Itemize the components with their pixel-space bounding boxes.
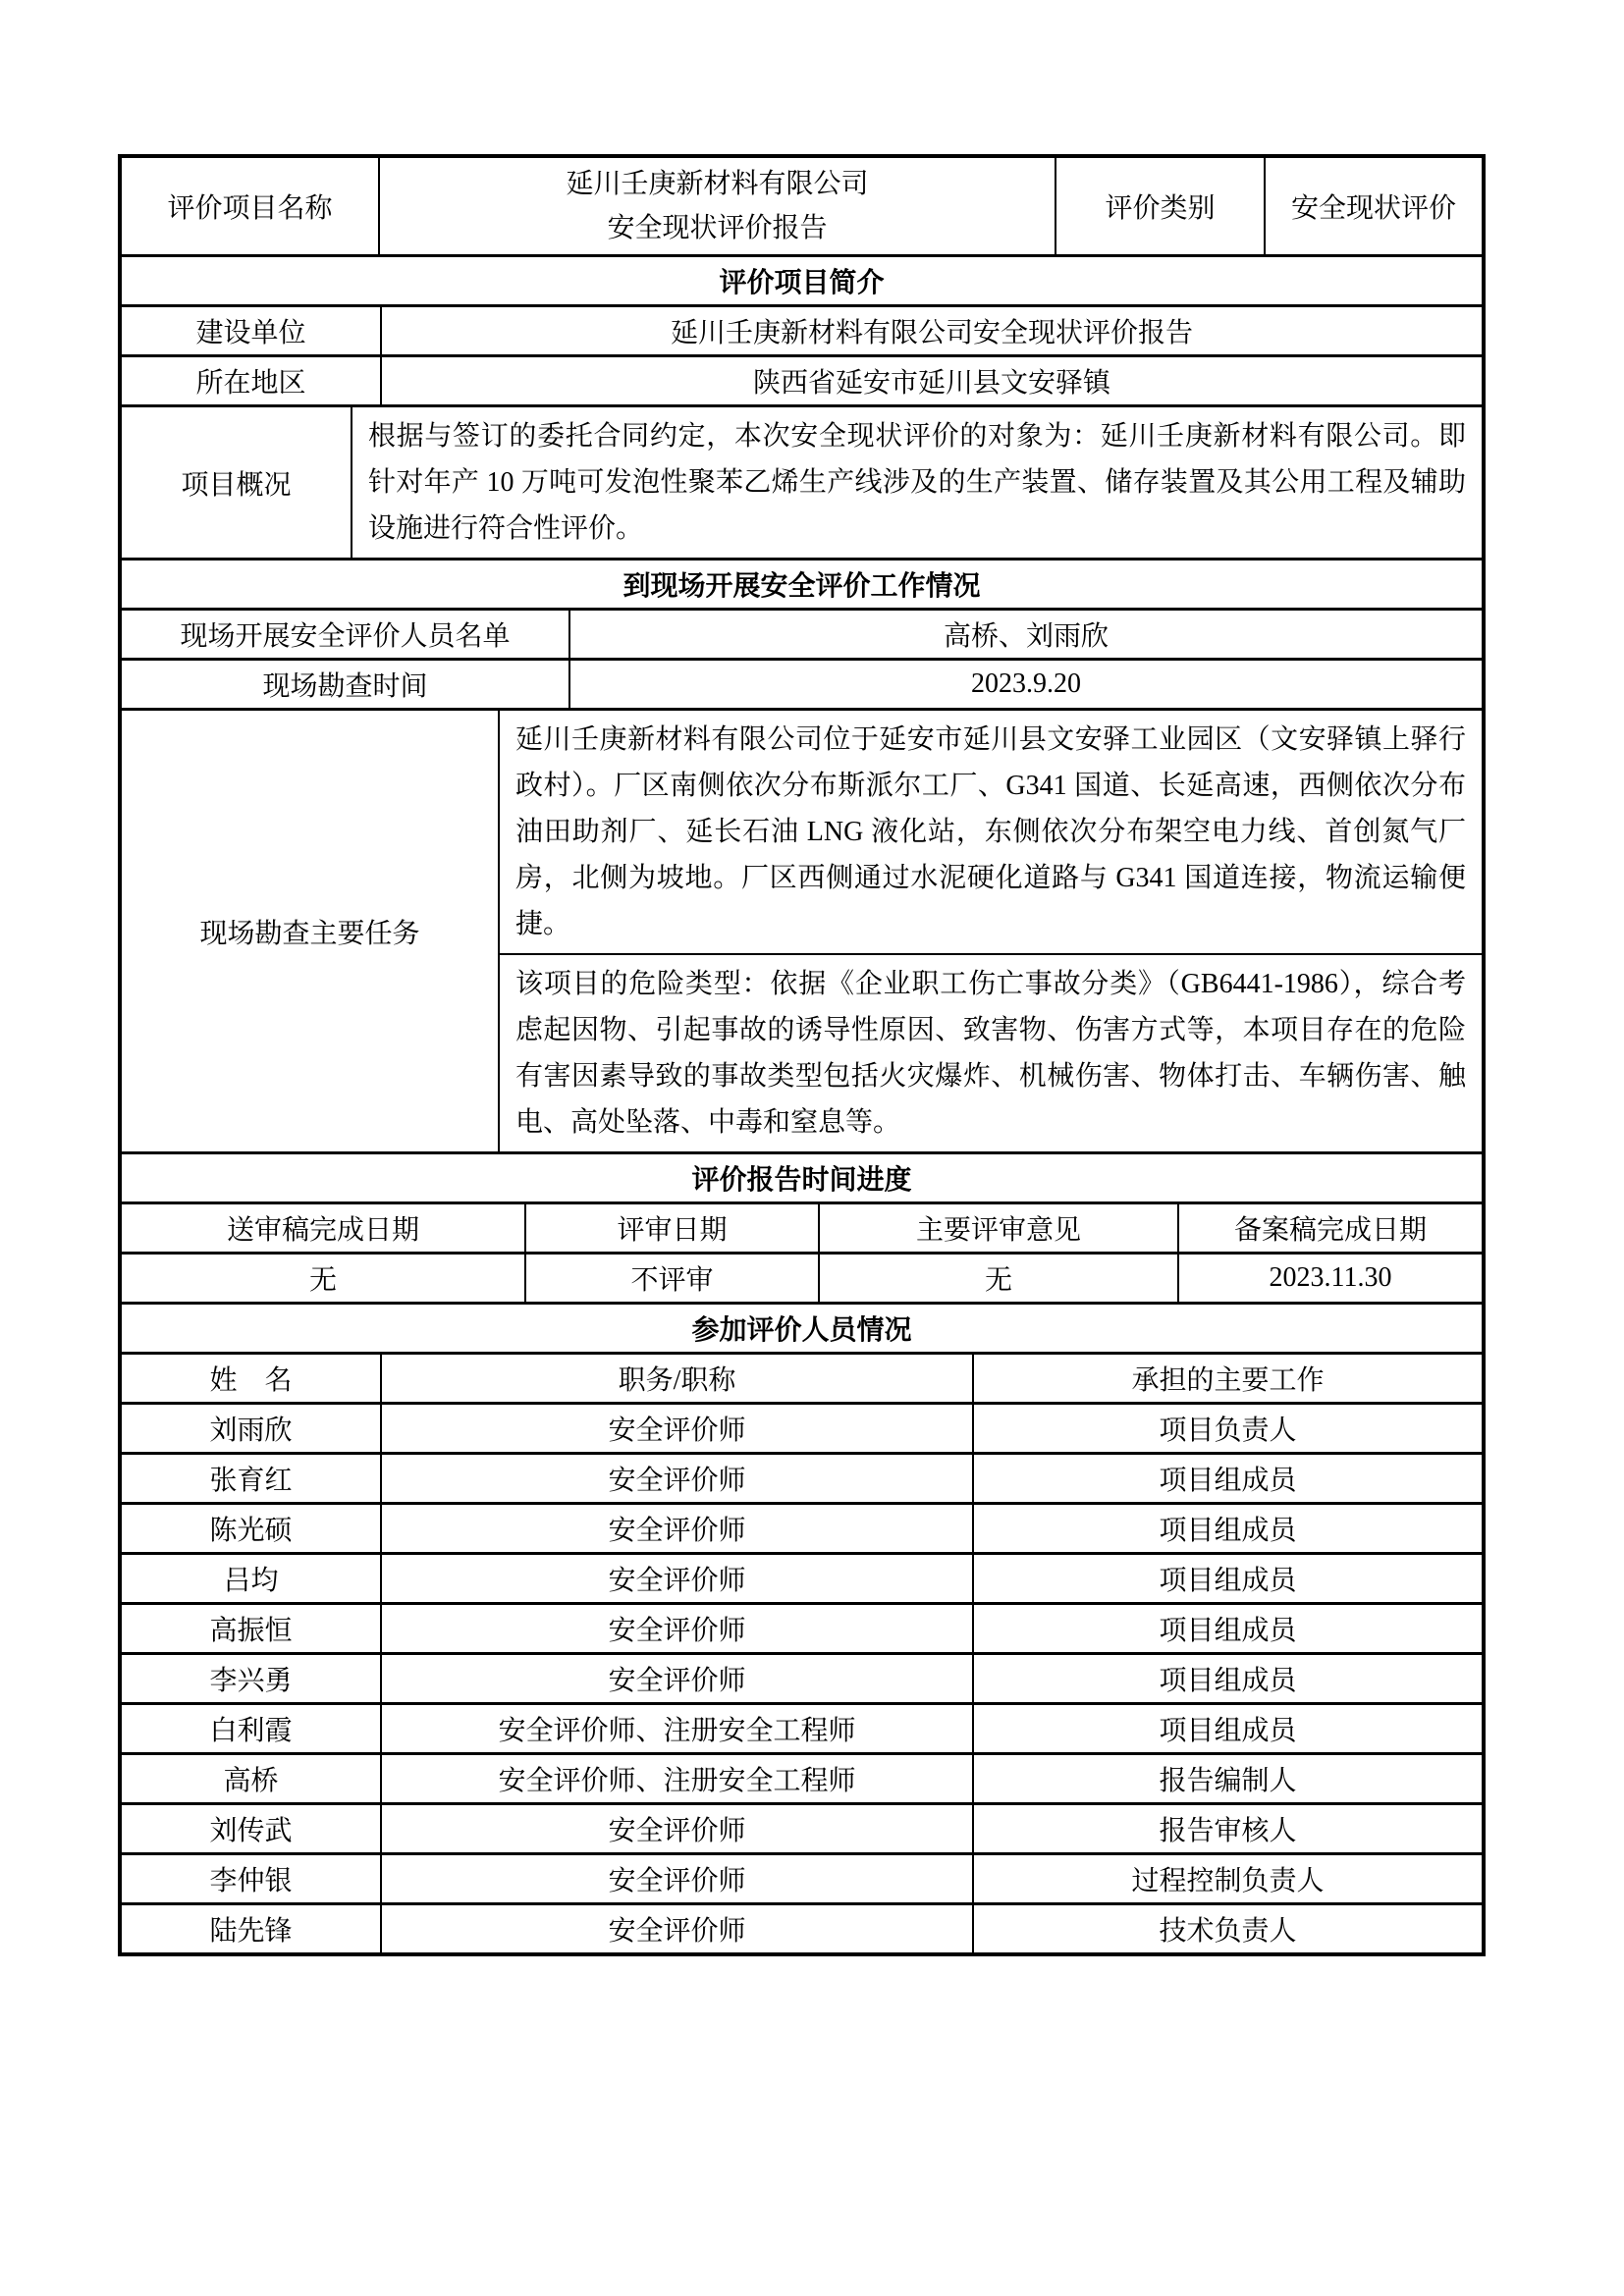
personnel-role: 报告编制人 [1159,1766,1297,1796]
personnel-name: 白利霞 [122,1705,382,1752]
schedule-header-record-date: 备案稿完成日期 [1233,1215,1427,1246]
schedule-value-review-date: 不评审 [526,1255,820,1302]
personnel-title: 安全评价师 [382,1405,974,1452]
schedule-header-row [122,1204,1482,1255]
project-overview-text: 根据与签订的委托合同约定，本次安全现状评价的对象为：延川壬庚新材料有限公司。即针对年产 10 万吨可发泡性聚苯乙烯生产线涉及的生产装置、储存装置及其公用工程及辅助设施进行符合性评价。 [368,421,1466,544]
personnel-title: 安全评价师、注册安全工程师 [382,1755,974,1802]
survey-tasks-label: 现场勘查主要任务 [122,711,500,1151]
schedule-value-record-date: 2023.11.30 [1269,1262,1392,1293]
personnel-row [122,1655,1482,1705]
project-name-value [380,158,1056,254]
survey-tasks-paragraph-2: 该项目的危险类型：依据《企业职工伤亡事故分类》（GB6441-1986），综合考虑起因物、引起事故的诱导性原因、致害物、伤害方式等，本项目存在的危险有害因素导致的事故类型包括火灾爆炸、机械伤害、物体打击、车辆伤害、触电、高处坠落、中毒和窒息等。 [515,969,1466,1138]
construction-unit-label: 建设单位 [122,307,382,354]
personnel-row [122,1455,1482,1505]
personnel-name: 李兴勇 [122,1655,382,1702]
personnel-role: 项目负责人 [1159,1415,1297,1446]
section-schedule-header: 评价报告时间进度 [691,1165,912,1196]
project-title-line2: 安全现状评价报告 [607,213,828,243]
personnel-row [122,1755,1482,1805]
staff-list-value: 高桥、刘雨欣 [943,621,1109,652]
personnel-header-row [122,1355,1482,1405]
personnel-name: 刘雨欣 [122,1405,382,1452]
personnel-title: 安全评价师 [382,1905,974,1952]
project-name-label: 评价项目名称 [122,158,380,254]
category-value: 安全现状评价 [1290,193,1456,224]
staff-list-row [122,611,1482,661]
construction-unit-row [122,307,1482,357]
schedule-header-review-date: 评审日期 [526,1204,820,1252]
personnel-title: 安全评价师 [382,1855,974,1902]
personnel-row [122,1705,1482,1755]
personnel-row [122,1805,1482,1855]
schedule-value-row [122,1255,1482,1305]
personnel-name: 吕均 [122,1555,382,1602]
location-row [122,357,1482,407]
section-sitework-header: 到现场开展安全评价工作情况 [623,571,981,602]
personnel-name: 高振恒 [122,1605,382,1652]
personnel-row [122,1605,1482,1655]
survey-time-value: 2023.9.20 [971,668,1081,699]
personnel-title: 安全评价师、注册安全工程师 [382,1705,974,1752]
personnel-row [122,1905,1482,1952]
section-schedule-header-row [122,1154,1482,1204]
section-personnel-header-row [122,1305,1482,1355]
personnel-row [122,1405,1482,1455]
personnel-name: 高桥 [122,1755,382,1802]
personnel-title: 安全评价师 [382,1455,974,1502]
personnel-role: 项目组成员 [1159,1716,1297,1746]
project-overview-label: 项目概况 [122,407,352,558]
survey-time-label: 现场勘查时间 [122,661,570,708]
location-value: 陕西省延安市延川县文安驿镇 [752,368,1110,399]
personnel-role: 项目组成员 [1159,1516,1297,1546]
personnel-name: 张育红 [122,1455,382,1502]
section-sitework-header-row [122,561,1482,611]
schedule-value-review-opinion: 无 [820,1255,1179,1302]
construction-unit-value: 延川壬庚新材料有限公司安全现状评价报告 [670,318,1193,348]
personnel-role: 项目组成员 [1159,1466,1297,1496]
personnel-title: 安全评价师 [382,1555,974,1602]
section-intro-header: 评价项目简介 [719,268,885,298]
personnel-name: 陆先锋 [122,1905,382,1952]
personnel-role: 项目组成员 [1159,1666,1297,1696]
survey-tasks-row [122,711,1482,1154]
schedule-header-draft-date: 送审稿完成日期 [122,1204,526,1252]
personnel-header-role: 承担的主要工作 [1131,1365,1325,1396]
personnel-header-title: 职务/职称 [382,1355,974,1402]
personnel-role: 项目组成员 [1159,1566,1297,1596]
personnel-name: 李仲银 [122,1855,382,1902]
section-intro-header-row [122,257,1482,307]
personnel-row [122,1505,1482,1555]
location-label: 所在地区 [122,357,382,404]
personnel-title: 安全评价师 [382,1655,974,1702]
survey-time-row [122,661,1482,711]
project-overview-row [122,407,1482,561]
personnel-role: 技术负责人 [1159,1916,1297,1947]
personnel-role: 报告审核人 [1159,1816,1297,1846]
survey-tasks-paragraph-1: 延川壬庚新材料有限公司位于延安市延川县文安驿工业园区（文安驿镇上驿行政村）。厂区南侧依次分布斯派尔工厂、G341 国道、长延高速，西侧依次分布油田助剂厂、延长石油 LNG 液化站，东侧依次分布架空电力线、首创氮气厂房，北侧为坡地。厂区西侧通过水泥硬化道路与 G341 国道连接，物流运输便捷。 [500,711,1482,955]
section-personnel-header: 参加评价人员情况 [691,1315,912,1346]
personnel-name: 刘传武 [122,1805,382,1852]
personnel-role: 项目组成员 [1159,1616,1297,1646]
personnel-title: 安全评价师 [382,1505,974,1552]
personnel-title: 安全评价师 [382,1605,974,1652]
personnel-name: 陈光硕 [122,1505,382,1552]
category-label: 评价类别 [1056,158,1266,254]
project-title-line1: 延川壬庚新材料有限公司 [566,169,869,199]
personnel-title: 安全评价师 [382,1805,974,1852]
survey-tasks-content [500,711,1482,1151]
personnel-role: 过程控制负责人 [1131,1866,1325,1896]
schedule-header-review-opinion: 主要评审意见 [820,1204,1179,1252]
personnel-header-name: 姓 名 [122,1355,382,1402]
staff-list-label: 现场开展安全评价人员名单 [122,611,570,658]
personnel-row [122,1555,1482,1605]
schedule-value-draft-date: 无 [122,1255,526,1302]
personnel-row [122,1855,1482,1905]
project-name-row [122,158,1482,257]
evaluation-form-table [118,154,1486,1956]
